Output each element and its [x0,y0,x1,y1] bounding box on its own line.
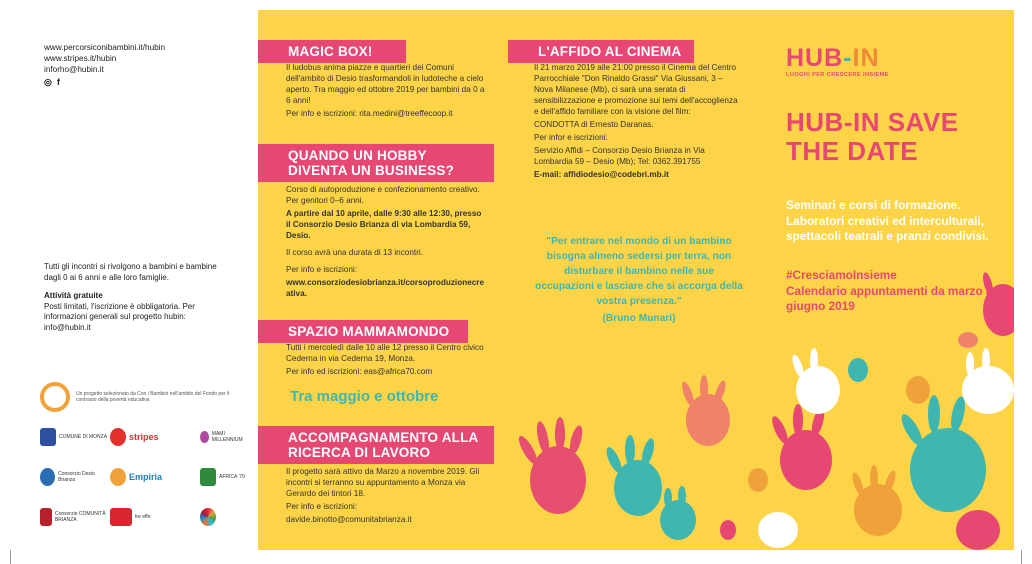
hand-icon [850,465,902,536]
mammamondo-highlight: Tra maggio e ottobre [290,388,439,405]
logo-tagline: LUOGHI PER CRESCERE INSIEME [786,72,889,78]
hand-icon [769,404,832,490]
cover-info [786,268,1016,315]
calendar-range: Calendario appuntamenti da marzo a giugno 2019 [786,283,993,313]
partner-logo: COMUNE DI MONZA [40,424,110,450]
partner-logo: tre effe [110,504,200,530]
stripes-icon [110,428,126,446]
monza-crest-icon [40,428,56,446]
magic-box-contact[interactable]: Per info e iscrizioni: rita.medini@treeffecoop.it [286,109,453,118]
crop-mark [1021,550,1022,564]
logo-dash: - [843,44,853,72]
section-title-magic-box: MAGIC BOX! [258,40,406,63]
section-body-mammamondo [286,342,491,379]
hobby-duration: Il corso avrà una durata di 13 incontri. [286,248,423,257]
lavoro-contact-label: Per info e iscrizioni: [286,502,357,511]
comunita-brianza-icon [40,508,52,526]
facebook-icon[interactable]: f [56,77,60,87]
crop-mark [10,550,11,564]
hand-icon [660,486,696,540]
section-body-hobby [286,184,488,301]
section-title-hobby: QUANDO UN HOBBY DIVENTA UN BUSINESS? [258,144,494,182]
hand-icon [898,395,986,512]
section-body-affido [534,62,740,182]
partner-logo: AFRICA '70 [200,464,245,490]
hobby-contact-label: Per info e iscrizioni: [286,265,357,274]
promo-block [40,382,250,412]
page-title: HUB-IN SAVE THE DATE [786,107,959,166]
partner-logo: Consorzio COMUNITÀ BRIANZA [40,504,110,530]
tre-effe-icon [110,508,132,526]
hashtag: #CresciamoInsieme [786,268,897,282]
promo-text: Un progetto selezionato da Con i Bambini nell'ambito del Fondo per il contrasto della povertà educativa [76,390,230,403]
hobby-text: Corso di autoproduzione e confezionamento creativo. Per genitori 0–6 anni. [286,185,480,205]
lavoro-email[interactable]: davide.binotto@comunitabrianza.it [286,515,412,524]
affido-email[interactable]: E-mail: affidiodesio@codebri.mb.it [534,170,669,179]
section-body-lavoro [286,466,491,527]
contact-link[interactable]: www.stripes.it/hubin [44,54,117,63]
affido-contact-label: Per infor e iscrizioni: [534,133,608,142]
lavoro-text: Il progetto sarà attivo da Marzo a novembre 2019. Gli incontri si terranno su appuntamento a Monza via Gerardo dei tintori 18. [286,467,480,498]
consorzio-icon [40,468,55,486]
con-i-bambini-logo [40,382,70,412]
back-panel [0,0,258,564]
mammamondo-text: Tutti i mercoledì dalle 10 alle 12 presso il Centro civico Cederna in via Cederna 19, Monza. [286,343,484,363]
affido-text: Il 21 marzo 2019 alle 21:00 presso il Cinema del Centro Parrocchiale "Don Rinaldo Grassi" Via Giussani, 3 – Nova Milanese (Mb), ci sarà una serata di sensibilizzazione e promozione sui temi dell'accoglienza e dell'affido familiare con la visione del film: [534,63,738,116]
mammamondo-contact[interactable]: Per info ed iscrizioni: eas@africa70.com [286,367,433,376]
section-title-lavoro: ACCOMPAGNAMENTO ALLA RICERCA DI LAVORO [258,426,494,464]
section-title-affido: L'AFFIDO AL CINEMA [508,40,694,63]
info-heading: Attività gratuite [44,291,103,300]
mami-icon [200,431,209,443]
munari-quote: "Per entrare nel mondo di un bambino bisogna almeno sedersi per terra, non disturbare il bambino nelle sue occupazioni e lasciare che si accorga della vostra presenza." (Bruno Munari) [535,236,743,324]
affido-contact: Servizio Affidi – Consorzio Desio Brianza in Via Lombardia 59 – Desio (Mb); Tel: 0362.391755 [534,146,705,166]
section-body-magic-box [286,62,486,121]
magic-box-text: Il ludobus anima piazze e quartieri dei Comuni dell'ambito di Desio trasformandoli in ludoteche a cielo aperto. Tra maggio ed ottobre 2019 per bambini da 0 a 6 anni! [286,63,485,105]
info-audience: Tutti gli incontri si rivolgono a bambini e bambine dagli 0 ai 6 anni e alle loro famiglie. [44,262,217,282]
hand-icon [962,348,1014,414]
hub-in-logo [786,46,889,78]
logo-hub: HUB [786,44,844,72]
partner-logo: MAMI MILLENNIUM [200,424,245,450]
hand-icon [604,435,662,516]
affido-film: CONDOTTA di Ernesto Daranas. [534,120,654,129]
partner-logo: Empiria [110,464,200,490]
instagram-icon[interactable]: ◎ [44,77,52,87]
partner-logo: stripes [110,424,200,450]
africa-icon [200,468,216,486]
hand-icon [680,375,730,446]
logo-in: IN [852,44,880,72]
cover-subtitle: Seminari e corsi di formazione. Laboratori creativi ed interculturali, spettacoli teatrali e pranzi condivisi. [786,198,989,243]
hand-icon [516,417,586,514]
quote-author: (Bruno Munari) [602,313,676,324]
empiria-icon [110,468,126,486]
contact-email[interactable]: inforho@hubin.it [44,65,104,74]
partner-logos [40,424,245,530]
contact-block [44,42,165,88]
sdg-wheel-icon [200,508,216,526]
hobby-when: A partire dal 10 aprile, dalle 9:30 alle 12:30, presso il Consorzio Desio Brianza di via Lombardia 59, Desio. [286,209,482,240]
partner-logo [200,504,245,530]
partner-logo: Consorzio Desio Brianza [40,464,110,490]
info-details: Posti limitati, l'iscrizione è obbligatoria. Per informazioni generali sul progetto hubin: info@hubin.it [44,301,195,332]
hobby-link[interactable]: www.consorziodesiobrianza.it/corsoproduzionecreativa. [286,278,485,298]
section-title-mammamondo: SPAZIO MAMMAMONDO [258,320,468,343]
info-block [44,262,234,341]
contact-link[interactable]: www.percorsiconibambini.it/hubin [44,43,166,52]
